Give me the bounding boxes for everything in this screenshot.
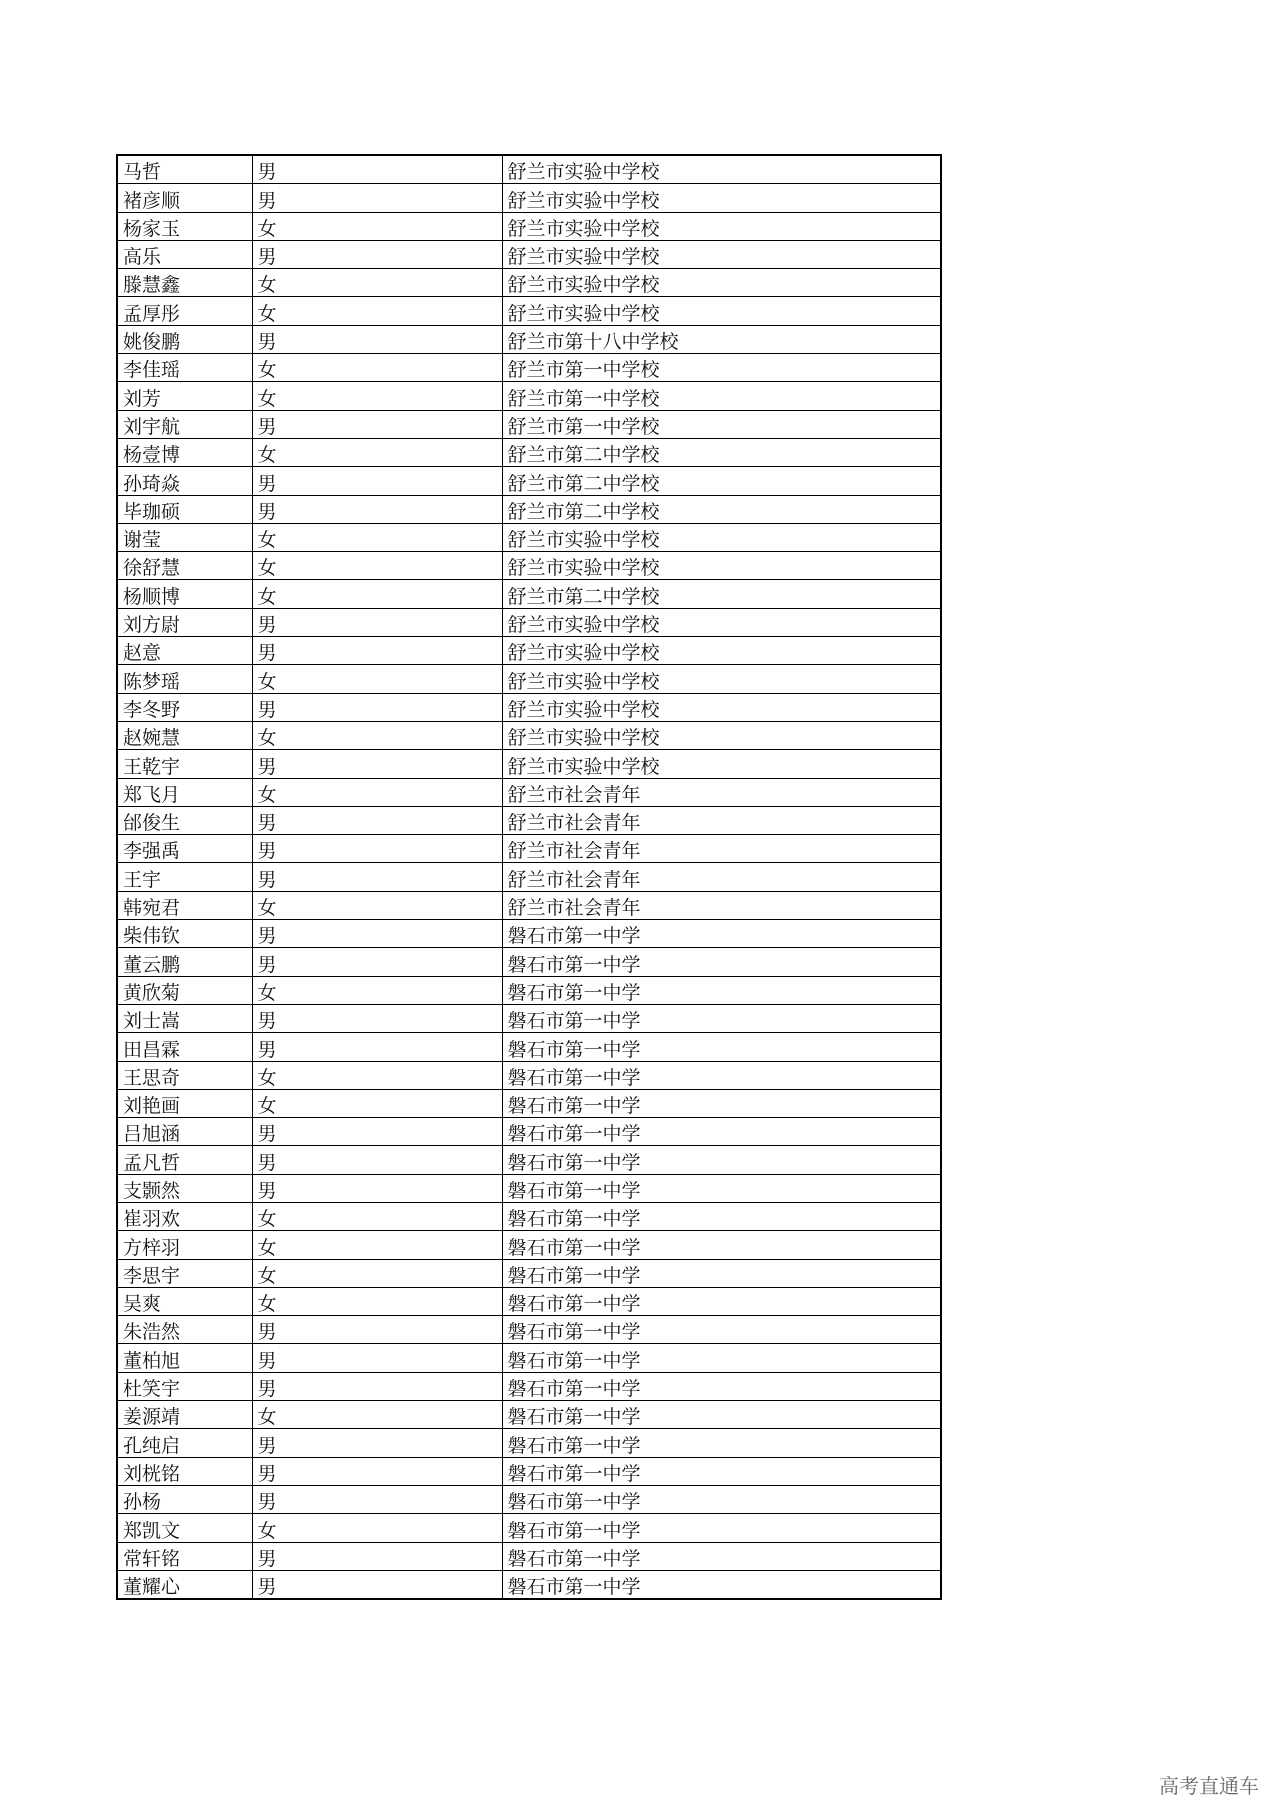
table-row xyxy=(117,863,941,891)
name-cell: 刘芳 xyxy=(117,382,252,410)
school-cell: 舒兰市第一中学校 xyxy=(502,410,941,438)
school-cell: 舒兰市实验中学校 xyxy=(502,155,941,184)
gender-cell: 男 xyxy=(252,1542,502,1570)
table-row xyxy=(117,608,941,636)
gender-cell: 男 xyxy=(252,1344,502,1372)
gender-cell: 女 xyxy=(252,438,502,466)
school-cell: 舒兰市第一中学校 xyxy=(502,354,941,382)
gender-cell: 女 xyxy=(252,269,502,297)
name-cell: 李冬野 xyxy=(117,693,252,721)
table-row xyxy=(117,693,941,721)
name-cell: 杨家玉 xyxy=(117,212,252,240)
table-row xyxy=(117,1118,941,1146)
name-cell: 毕珈硕 xyxy=(117,495,252,523)
gender-cell: 男 xyxy=(252,1004,502,1032)
gender-cell: 女 xyxy=(252,665,502,693)
gender-cell: 男 xyxy=(252,325,502,353)
name-cell: 姜源靖 xyxy=(117,1401,252,1429)
table-row xyxy=(117,1061,941,1089)
school-cell: 舒兰市实验中学校 xyxy=(502,297,941,325)
gender-cell: 女 xyxy=(252,976,502,1004)
school-cell: 磐石市第一中学 xyxy=(502,1570,941,1599)
name-cell: 王宇 xyxy=(117,863,252,891)
school-cell: 磐石市第一中学 xyxy=(502,1202,941,1230)
name-cell: 刘宇航 xyxy=(117,410,252,438)
school-cell: 舒兰市实验中学校 xyxy=(502,721,941,749)
gender-cell: 女 xyxy=(252,1259,502,1287)
school-cell: 磐石市第一中学 xyxy=(502,1287,941,1315)
school-cell: 舒兰市社会青年 xyxy=(502,778,941,806)
school-cell: 磐石市第一中学 xyxy=(502,1033,941,1061)
school-cell: 舒兰市第二中学校 xyxy=(502,580,941,608)
school-cell: 舒兰市实验中学校 xyxy=(502,523,941,551)
school-cell: 舒兰市第二中学校 xyxy=(502,495,941,523)
school-cell: 磐石市第一中学 xyxy=(502,976,941,1004)
name-cell: 赵婉慧 xyxy=(117,721,252,749)
name-cell: 王思奇 xyxy=(117,1061,252,1089)
school-cell: 舒兰市实验中学校 xyxy=(502,750,941,778)
school-cell: 舒兰市第一中学校 xyxy=(502,382,941,410)
school-cell: 舒兰市社会青年 xyxy=(502,835,941,863)
gender-cell: 女 xyxy=(252,1061,502,1089)
table-row xyxy=(117,212,941,240)
gender-cell: 男 xyxy=(252,467,502,495)
table-row xyxy=(117,467,941,495)
table-row xyxy=(117,1259,941,1287)
school-cell: 磐石市第一中学 xyxy=(502,948,941,976)
gender-cell: 男 xyxy=(252,608,502,636)
table-row xyxy=(117,1146,941,1174)
table-row xyxy=(117,665,941,693)
roster-table xyxy=(116,154,942,1600)
name-cell: 李佳瑶 xyxy=(117,354,252,382)
gender-cell: 女 xyxy=(252,297,502,325)
name-cell: 徐舒慧 xyxy=(117,552,252,580)
gender-cell: 女 xyxy=(252,580,502,608)
table-row xyxy=(117,1004,941,1032)
gender-cell: 女 xyxy=(252,721,502,749)
school-cell: 磐石市第一中学 xyxy=(502,1089,941,1117)
gender-cell: 女 xyxy=(252,778,502,806)
gender-cell: 男 xyxy=(252,1372,502,1400)
table-row xyxy=(117,495,941,523)
school-cell: 磐石市第一中学 xyxy=(502,1004,941,1032)
table-row xyxy=(117,382,941,410)
gender-cell: 男 xyxy=(252,240,502,268)
name-cell: 柴伟钦 xyxy=(117,920,252,948)
table-row xyxy=(117,240,941,268)
table-row xyxy=(117,354,941,382)
table-row xyxy=(117,948,941,976)
name-cell: 常轩铭 xyxy=(117,1542,252,1570)
school-cell: 舒兰市第十八中学校 xyxy=(502,325,941,353)
gender-cell: 男 xyxy=(252,1033,502,1061)
name-cell: 韩宛君 xyxy=(117,891,252,919)
gender-cell: 女 xyxy=(252,354,502,382)
table-row xyxy=(117,721,941,749)
name-cell: 吴爽 xyxy=(117,1287,252,1315)
school-cell: 舒兰市社会青年 xyxy=(502,863,941,891)
gender-cell: 男 xyxy=(252,1118,502,1146)
school-cell: 磐石市第一中学 xyxy=(502,1146,941,1174)
gender-cell: 男 xyxy=(252,806,502,834)
table-row xyxy=(117,184,941,212)
school-cell: 磐石市第一中学 xyxy=(502,1514,941,1542)
school-cell: 磐石市第一中学 xyxy=(502,1372,941,1400)
name-cell: 高乐 xyxy=(117,240,252,268)
name-cell: 赵意 xyxy=(117,637,252,665)
school-cell: 舒兰市实验中学校 xyxy=(502,665,941,693)
table-row xyxy=(117,1202,941,1230)
table-row xyxy=(117,523,941,551)
name-cell: 杨壹博 xyxy=(117,438,252,466)
school-cell: 舒兰市实验中学校 xyxy=(502,637,941,665)
name-cell: 朱浩然 xyxy=(117,1316,252,1344)
table-row xyxy=(117,1514,941,1542)
school-cell: 舒兰市实验中学校 xyxy=(502,212,941,240)
school-cell: 磐石市第一中学 xyxy=(502,1118,941,1146)
table-row xyxy=(117,1344,941,1372)
table-row xyxy=(117,297,941,325)
school-cell: 磐石市第一中学 xyxy=(502,1429,941,1457)
table-row xyxy=(117,1457,941,1485)
name-cell: 孟厚彤 xyxy=(117,297,252,325)
gender-cell: 男 xyxy=(252,693,502,721)
gender-cell: 男 xyxy=(252,495,502,523)
name-cell: 姚俊鹏 xyxy=(117,325,252,353)
table-row xyxy=(117,750,941,778)
gender-cell: 男 xyxy=(252,1570,502,1599)
school-cell: 舒兰市实验中学校 xyxy=(502,693,941,721)
table-row xyxy=(117,835,941,863)
name-cell: 王乾宇 xyxy=(117,750,252,778)
name-cell: 孙琦焱 xyxy=(117,467,252,495)
name-cell: 支颢然 xyxy=(117,1174,252,1202)
school-cell: 舒兰市实验中学校 xyxy=(502,240,941,268)
table-row xyxy=(117,155,941,184)
table-row xyxy=(117,778,941,806)
school-cell: 磐石市第一中学 xyxy=(502,1259,941,1287)
school-cell: 磐石市第一中学 xyxy=(502,1344,941,1372)
table-row xyxy=(117,1372,941,1400)
name-cell: 黄欣菊 xyxy=(117,976,252,1004)
name-cell: 滕慧鑫 xyxy=(117,269,252,297)
school-cell: 舒兰市实验中学校 xyxy=(502,184,941,212)
name-cell: 孟凡哲 xyxy=(117,1146,252,1174)
table-row xyxy=(117,920,941,948)
name-cell: 吕旭涵 xyxy=(117,1118,252,1146)
gender-cell: 男 xyxy=(252,863,502,891)
name-cell: 刘方尉 xyxy=(117,608,252,636)
gender-cell: 女 xyxy=(252,1231,502,1259)
gender-cell: 女 xyxy=(252,382,502,410)
table-row xyxy=(117,1089,941,1117)
name-cell: 马哲 xyxy=(117,155,252,184)
name-cell: 郑凯文 xyxy=(117,1514,252,1542)
gender-cell: 女 xyxy=(252,891,502,919)
roster-body xyxy=(117,155,941,1599)
name-cell: 杜笑宇 xyxy=(117,1372,252,1400)
gender-cell: 女 xyxy=(252,552,502,580)
table-row xyxy=(117,1429,941,1457)
gender-cell: 男 xyxy=(252,948,502,976)
table-row xyxy=(117,269,941,297)
watermark: 高考直通车 xyxy=(1159,1774,1259,1798)
school-cell: 舒兰市实验中学校 xyxy=(502,269,941,297)
name-cell: 董柏旭 xyxy=(117,1344,252,1372)
gender-cell: 男 xyxy=(252,637,502,665)
school-cell: 磐石市第一中学 xyxy=(502,1231,941,1259)
table-row xyxy=(117,580,941,608)
name-cell: 田昌霖 xyxy=(117,1033,252,1061)
table-row xyxy=(117,1485,941,1513)
school-cell: 磐石市第一中学 xyxy=(502,1174,941,1202)
school-cell: 磐石市第一中学 xyxy=(502,1401,941,1429)
gender-cell: 男 xyxy=(252,155,502,184)
table-row xyxy=(117,1231,941,1259)
school-cell: 舒兰市第二中学校 xyxy=(502,438,941,466)
table-row xyxy=(117,1316,941,1344)
gender-cell: 女 xyxy=(252,1287,502,1315)
name-cell: 崔羽欢 xyxy=(117,1202,252,1230)
name-cell: 孔纯启 xyxy=(117,1429,252,1457)
school-cell: 磐石市第一中学 xyxy=(502,1542,941,1570)
table-row xyxy=(117,325,941,353)
table-row xyxy=(117,976,941,1004)
name-cell: 郑飞月 xyxy=(117,778,252,806)
gender-cell: 男 xyxy=(252,1457,502,1485)
gender-cell: 女 xyxy=(252,1401,502,1429)
gender-cell: 女 xyxy=(252,212,502,240)
school-cell: 磐石市第一中学 xyxy=(502,1316,941,1344)
gender-cell: 男 xyxy=(252,1174,502,1202)
table-row xyxy=(117,891,941,919)
table-row xyxy=(117,1033,941,1061)
gender-cell: 女 xyxy=(252,1514,502,1542)
table-row xyxy=(117,1542,941,1570)
name-cell: 刘桄铭 xyxy=(117,1457,252,1485)
name-cell: 刘艳画 xyxy=(117,1089,252,1117)
name-cell: 董耀心 xyxy=(117,1570,252,1599)
gender-cell: 女 xyxy=(252,523,502,551)
school-cell: 磐石市第一中学 xyxy=(502,1457,941,1485)
table-row xyxy=(117,806,941,834)
name-cell: 刘士嵩 xyxy=(117,1004,252,1032)
school-cell: 舒兰市社会青年 xyxy=(502,806,941,834)
table-row xyxy=(117,1174,941,1202)
name-cell: 陈梦瑶 xyxy=(117,665,252,693)
gender-cell: 男 xyxy=(252,750,502,778)
name-cell: 方梓羽 xyxy=(117,1231,252,1259)
name-cell: 孙杨 xyxy=(117,1485,252,1513)
name-cell: 谢莹 xyxy=(117,523,252,551)
gender-cell: 女 xyxy=(252,1202,502,1230)
table-row xyxy=(117,1570,941,1599)
table-row xyxy=(117,637,941,665)
table-row xyxy=(117,438,941,466)
gender-cell: 男 xyxy=(252,1485,502,1513)
school-cell: 舒兰市社会青年 xyxy=(502,891,941,919)
gender-cell: 女 xyxy=(252,1089,502,1117)
school-cell: 磐石市第一中学 xyxy=(502,920,941,948)
name-cell: 董云鹏 xyxy=(117,948,252,976)
gender-cell: 男 xyxy=(252,920,502,948)
gender-cell: 男 xyxy=(252,410,502,438)
table-row xyxy=(117,1401,941,1429)
table-row xyxy=(117,1287,941,1315)
name-cell: 邰俊生 xyxy=(117,806,252,834)
gender-cell: 男 xyxy=(252,1316,502,1344)
table-row xyxy=(117,410,941,438)
gender-cell: 男 xyxy=(252,835,502,863)
gender-cell: 男 xyxy=(252,184,502,212)
table-row xyxy=(117,552,941,580)
school-cell: 磐石市第一中学 xyxy=(502,1485,941,1513)
school-cell: 磐石市第一中学 xyxy=(502,1061,941,1089)
school-cell: 舒兰市实验中学校 xyxy=(502,608,941,636)
school-cell: 舒兰市实验中学校 xyxy=(502,552,941,580)
gender-cell: 男 xyxy=(252,1429,502,1457)
name-cell: 李思宇 xyxy=(117,1259,252,1287)
school-cell: 舒兰市第二中学校 xyxy=(502,467,941,495)
name-cell: 李强禹 xyxy=(117,835,252,863)
name-cell: 杨顺博 xyxy=(117,580,252,608)
gender-cell: 男 xyxy=(252,1146,502,1174)
name-cell: 褚彦顺 xyxy=(117,184,252,212)
